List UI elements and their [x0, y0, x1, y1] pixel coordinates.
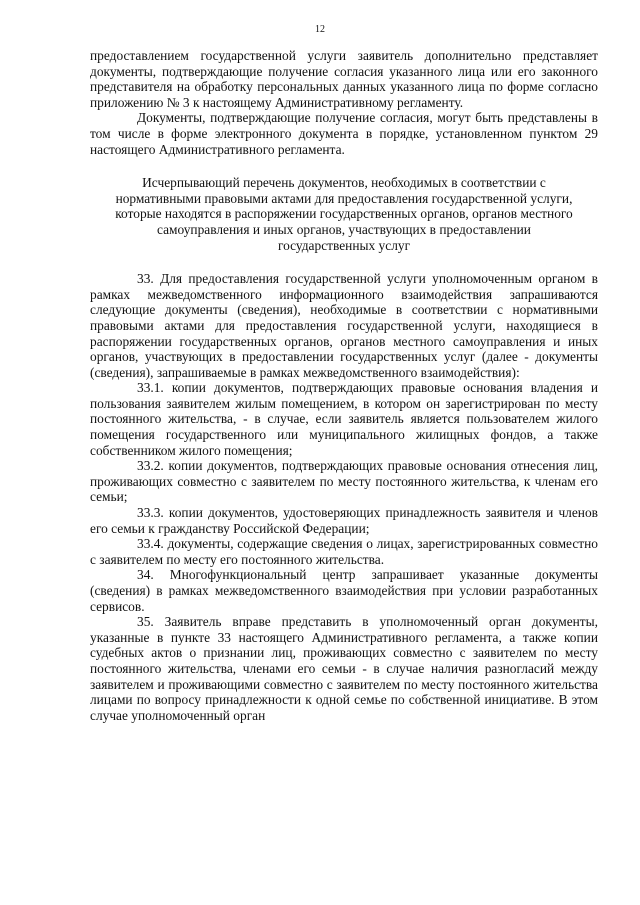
paragraph-consent-electronic: Документы, подтверждающие получение согласия, могут быть представлены в том числе в форме электронного документа в порядке, установленном пунктом 29 настоящего Административного регламента. — [90, 110, 598, 157]
page-number: 12 — [315, 24, 325, 35]
paragraph-33: 33. Для предоставления государственной услуги уполномоченным органом в рамках межведомственного информационного взаимодействия запрашиваются следующие документы (сведения), необходимые в соответствии с нормативными правовыми актами для предоставления государственной услуги, находящиеся в распоряжении государственных органов, органов местного самоуправления и иных органов, участвующих в предоставлении государственных услуг (далее - документы (сведения), запрашиваемые в рамках межведомственного взаимодействия): — [90, 271, 598, 380]
paragraph-34: 34. Многофункциональный центр запрашивает указанные документы (сведения) в рамках межведомственного взаимодействия при условии разработанных сервисов. — [90, 567, 598, 614]
paragraph-consent-requirement: предоставлением государственной услуги заявитель дополнительно представляет документы, подтверждающие получение согласия указанного лица или его законного представителя на обработку персональных данных указанного лица по форме согласно приложению № 3 к настоящему Административному регламенту. — [90, 48, 598, 110]
paragraph-33-4: 33.4. документы, содержащие сведения о лицах, зарегистрированных совместно с заявителем по месту его постоянного жительства. — [90, 536, 598, 567]
section-heading-line: которые находятся в распоряжении государственных органов, органов местного — [115, 206, 573, 222]
document-body — [90, 48, 598, 723]
paragraph-33-2: 33.2. копии документов, подтверждающих правовые основания отнесения лиц, проживающих совместно с заявителем по месту постоянного жительства, к членам его семьи; — [90, 458, 598, 505]
paragraph-33-3: 33.3. копии документов, удостоверяющих принадлежность заявителя и членов его семьи к гражданству Российской Федерации; — [90, 505, 598, 536]
section-heading — [90, 175, 598, 253]
paragraph-33-1: 33.1. копии документов, подтверждающих правовые основания владения и пользования заявителем жилым помещением, в котором он зарегистрирован по месту постоянного жительства, - в случае, если заявитель является пользователем жилого помещения государственного или муниципального жилищных фондов, а также собственником жилого помещения; — [90, 380, 598, 458]
section-heading-line: самоуправления и иных органов, участвующих в предоставлении — [157, 221, 531, 237]
paragraph-35: 35. Заявитель вправе представить в уполномоченный орган документы, указанные в пункте 33 настоящего Административного регламента, а также копии судебных актов о признании лиц, проживающих совместно с заявителем по месту постоянного жительства, членами его семьи - в случае наличия разногласий между заявителем и проживающими совместно с заявителем по месту постоянного жительства лицами по вопросу принадлежности к одной семье по собственной инициативе. В этом случае уполномоченный орган — [90, 614, 598, 723]
section-heading-line: государственных услуг — [277, 237, 411, 253]
section-heading-line: нормативными правовыми актами для предоставления государственной услуги, — [115, 190, 573, 206]
section-heading-line: Исчерпывающий перечень документов, необходимых в соответствии с — [142, 175, 546, 191]
